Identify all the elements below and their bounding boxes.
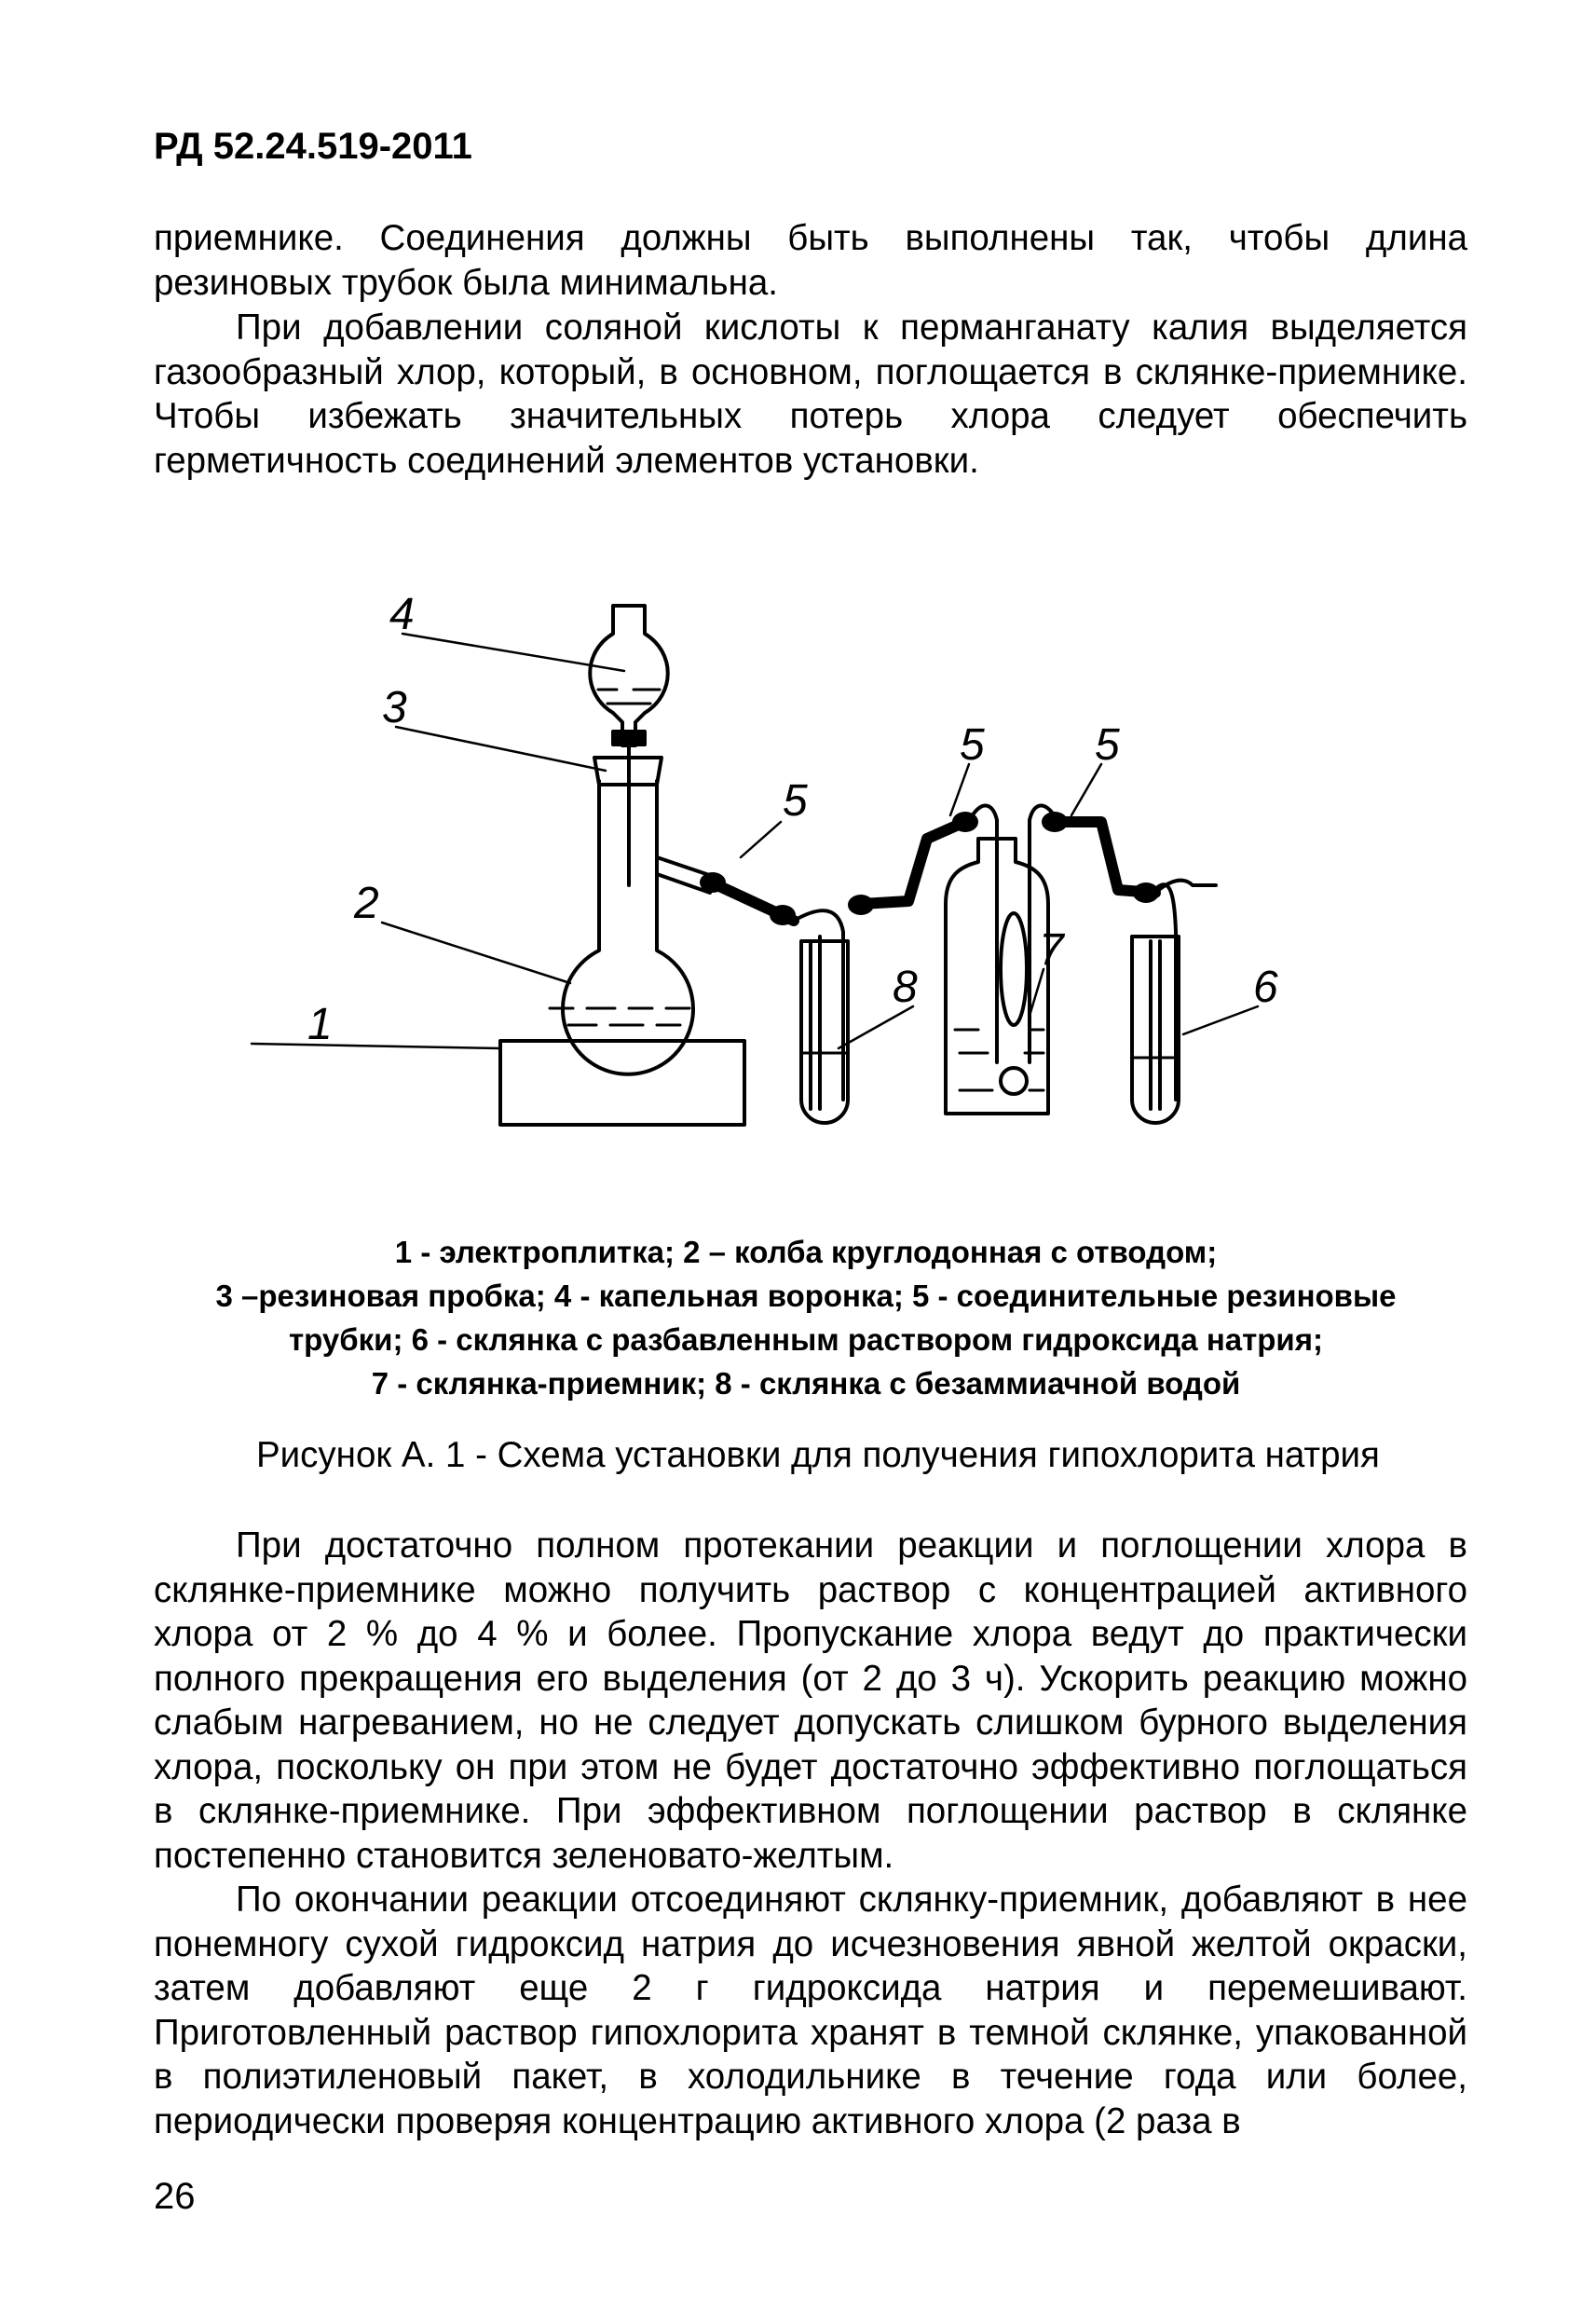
figure-caption: Рисунок А. 1 - Схема установки для получения гипохлорита натрия xyxy=(256,1435,1380,1475)
legend-line: 1 - электроплитка; 2 – колба круглодонная с отводом; xyxy=(394,1235,1218,1269)
label-2: 2 xyxy=(354,879,379,928)
apparatus-diagram xyxy=(307,578,1278,1137)
legend-line: 7 - склянка-приемник; 8 - склянка с безаммиачной водой xyxy=(371,1366,1241,1401)
flask-8 xyxy=(794,910,848,1123)
hot-plate xyxy=(500,1041,744,1125)
flask-6 xyxy=(1132,881,1216,1123)
paragraph-bottom-2: По окончании реакции отсоединяют склянку-приемник, добавляют в нее понемногу сухой гидроксид натрия до исчезновения явной желтой окраски, затем добавляют еще 2 г гидроксида натрия и перемешивают. Приготовленный раствор гипохлорита хранят в темной склянке, упакованной в полиэтиленовый пакет, в холодильнике в течение года или более, периодически проверяя концентрацию активного хлора (2 раза в xyxy=(154,1880,1467,2141)
label-8: 8 xyxy=(893,963,918,1012)
legend-line: трубки; 6 - склянка с разбавленным раствором гидроксида натрия; xyxy=(289,1322,1323,1357)
label-5c: 5 xyxy=(1095,720,1120,770)
label-3: 3 xyxy=(382,683,407,732)
paragraph-bottom-1: При достаточно полном протекании реакции и поглощении хлора в склянке-приемнике можно получить раствор с концентрацией активного хлора от 2 % до 4 % и более. Пропускание хлора ведут до практически полного прекращения его выделения (от 2 до 3 ч). Ускорить реакцию можно слабым нагреванием, но не следует допускать слишком бурного выделения хлора, поскольку он при этом не будет достаточно эффективно поглощаться в склянке-приемнике. При эффективном поглощении раствор в склянке постепенно становится зеленовато-желтым. xyxy=(154,1525,1467,1876)
round-flask xyxy=(550,781,717,1074)
apparatus-figure xyxy=(307,578,1278,1137)
legend-line: 3 –резиновая пробка; 4 - капельная воронка; 5 - соединительные резиновые xyxy=(215,1279,1397,1313)
label-5b: 5 xyxy=(960,720,985,770)
page-number: 26 xyxy=(154,2176,196,2217)
label-4: 4 xyxy=(389,590,415,639)
figure-legend xyxy=(149,1230,1463,1405)
label-5a: 5 xyxy=(783,776,808,826)
page-header: РД 52.24.519-2011 xyxy=(154,126,472,167)
paragraph-top-1: приемнике. Соединения должны быть выполнены так, чтобы длина резиновых трубок была минимальна. xyxy=(154,218,1467,303)
label-1: 1 xyxy=(307,1000,333,1049)
label-6: 6 xyxy=(1253,963,1278,1012)
label-7: 7 xyxy=(1039,925,1064,975)
paragraph-top-2: При добавлении соляной кислоты к перманганату калия выделяется газообразный хлор, который, в основном, поглощается в склянке-приемнике. Чтобы избежать значительных потерь хлора следует обеспечить герметичность соединений элементов установки. xyxy=(154,308,1467,481)
